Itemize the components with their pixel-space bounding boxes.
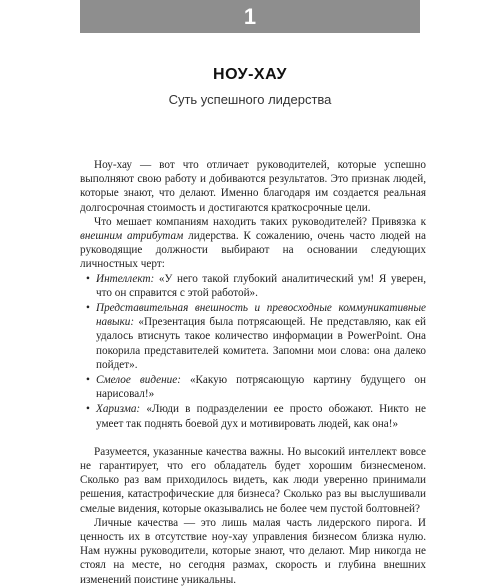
- list-item-label: Интеллект:: [96, 272, 155, 285]
- list-item-text: «Люди в подразделении ее просто обожают. Никто не умеет так поднять боевой дух и мотивировать людей, как она!»: [96, 403, 426, 430]
- list-item-text: «Какую потрясающую картину будущего он нарисовал!»: [96, 374, 426, 401]
- bullet-icon: •: [86, 272, 90, 285]
- list-item-label: Смелое видение:: [96, 374, 181, 387]
- list-item: [80, 272, 426, 300]
- bullet-icon: •: [86, 302, 90, 315]
- list-item: [80, 301, 426, 372]
- list-item: [80, 373, 426, 401]
- chapter-number: 1: [243, 4, 257, 29]
- emphasis-external-attributes: внешним атрибутам: [80, 230, 184, 243]
- chapter-subtitle: Суть успешного лидерства: [168, 92, 332, 107]
- traits-list: [80, 272, 426, 431]
- paragraph-know-how: Личные качества — это лишь малая часть лидерского пирога. И ценность их в отсутствие ноу-хау управления бизнесом близка нулю. Нам нужны руководители, которые знают, что делают. Мир никогда не стоял на месте, но сегодня размах, скорость и глубина внешних изменений поистине уникальны.: [80, 516, 426, 586]
- body-text: [80, 158, 426, 587]
- paragraph-qualities: Разумеется, указанные качества важны. Но высокий интеллект вовсе не гарантирует, что его обладатель будет хорошим бизнесменом. Сколько раз вам приходилось видеть, как люди уверенно принимали решения, катастрофические для бизнеса? Сколько раз вы выслушивали смелые видения, которые оказывались не более чем пустой болтовней?: [80, 445, 426, 515]
- list-item-label: Харизма:: [96, 403, 141, 416]
- list-item-label: Представительная внешность и превосходные коммуникативные навыки:: [96, 302, 426, 329]
- bullet-icon: •: [86, 374, 90, 387]
- list-item: [80, 402, 426, 430]
- paragraph-question: Что мешает компаниям находить таких руководителей? Привязка к внешним атрибутам лидерства. К сожалению, очень часто людей на руководящие должности выбирают на основании следующих личностных черт:: [80, 215, 426, 271]
- list-item-text: «Презентация была потрясающей. Не представляю, как ей удалось втиснуть такое количество информации в PowerPoint. Она покорила представителей комитета. Запомни мои слова: она далеко пойдет».: [96, 316, 426, 371]
- chapter-number-tab: [80, 0, 420, 33]
- paragraph-intro: Ноу-хау — вот что отличает руководителей, которые успешно выполняют свою работу и добиваются результатов. Это признак людей, которые знают, что делают. Именно благодаря им создается реальная долгосрочная стоимость и достигаются краткосрочные цели.: [80, 159, 426, 214]
- chapter-title: НОУ-ХАУ: [213, 66, 287, 83]
- bullet-icon: •: [86, 403, 90, 416]
- list-item-text: «У него такой глубокий аналитический ум! Я уверен, что он справится с этой работой».: [96, 272, 426, 299]
